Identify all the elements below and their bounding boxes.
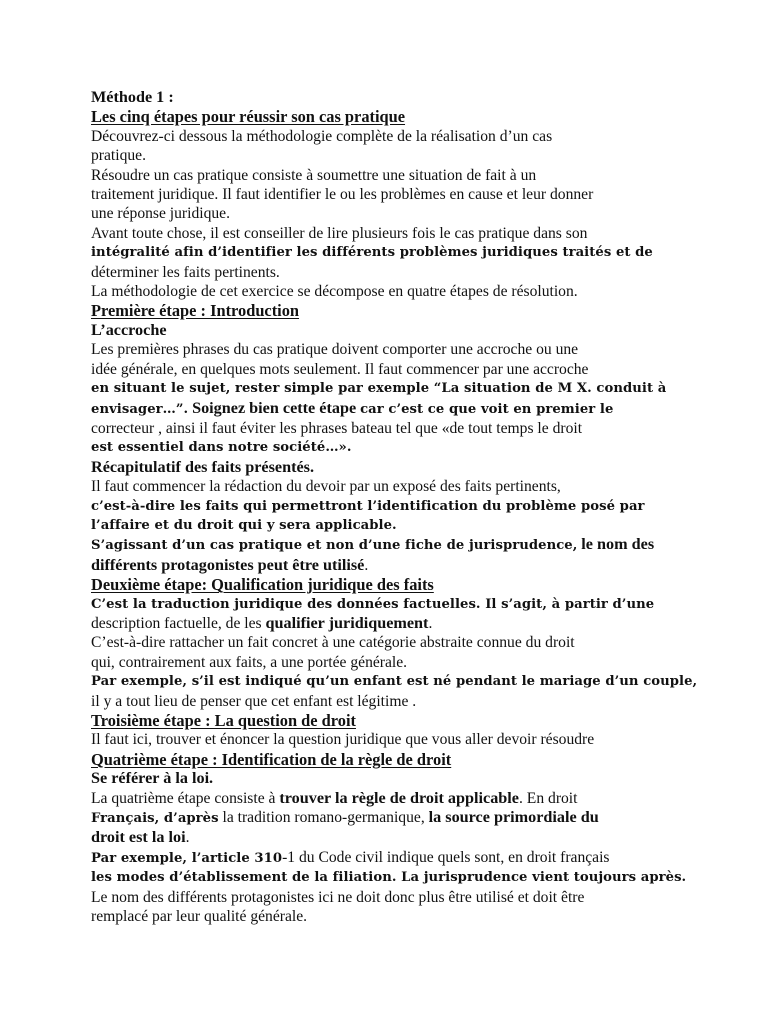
intro-line: Avant toute chose, il est conseiller de lire plusieurs fois le cas pratique dans son: [91, 224, 588, 242]
paragraph-line: l’affaire et du droit qui y sera applicable.: [91, 517, 397, 533]
paragraph-line: Par exemple, s’il est indiqué qu’un enfant est né pendant le mariage d’un couple,: [91, 674, 698, 690]
paragraph-line: [91, 808, 691, 828]
text-run: . En droit: [519, 789, 578, 807]
paragraph-line: est essentiel dans notre société…».: [91, 440, 352, 456]
paragraph-line: [91, 535, 691, 555]
paragraph-line: remplacé par leur qualité générale.: [91, 908, 308, 926]
text-run: .: [364, 556, 369, 574]
text-run: envisager…”.: [91, 401, 189, 417]
paragraph-line: [91, 556, 691, 575]
emphasis-run: qualifier juridiquement: [265, 613, 429, 632]
step1-subheading-recap: Récapitulatif des faits présentés.: [91, 457, 314, 476]
document-subtitle: Les cinq étapes pour réussir son cas pratique: [91, 107, 406, 127]
emphasis-run: droit est la loi: [91, 828, 186, 847]
intro-line: déterminer les faits pertinents.: [91, 263, 280, 281]
step1-heading: Première étape : Introduction: [91, 301, 300, 321]
step2-heading: Deuxième étape: Qualification juridique des faits: [91, 575, 434, 595]
paragraph-line: Le nom des différents protagonistes ici ne doit donc plus être utilisé et doit être: [91, 888, 585, 906]
text-run: la tradition romano-germanique,: [222, 809, 425, 827]
paragraph-line: idée générale, en quelques mots seulement. Il faut commencer par une accroche: [91, 360, 589, 378]
step3-heading: Troisième étape : La question de droit: [91, 711, 356, 730]
paragraph-line: en situant le sujet, rester simple par exemple “La situation de M X. conduit à: [91, 381, 667, 397]
text-run: Français, d’après: [91, 811, 219, 827]
text-run: description factuelle, de les: [91, 614, 262, 632]
paragraph-line: [91, 399, 691, 419]
step4-heading: Quatrième étape : Identification de la règle de droit: [91, 749, 452, 769]
emphasis-run: la source primordiale du: [428, 808, 599, 827]
paragraph-line: [91, 848, 691, 868]
paragraph-line: qui, contrairement aux faits, a une portée générale.: [91, 653, 408, 671]
step1-subheading-accroche: L’accroche: [91, 320, 167, 339]
intro-line: traitement juridique. Il faut identifier le ou les problèmes en cause et leur donner: [91, 186, 594, 204]
text-run: La quatrième étape consiste à: [91, 789, 276, 807]
text-run: Par exemple, l’article 310: [91, 850, 283, 866]
text-run: .: [185, 829, 190, 847]
intro-line: intégralité afin d’identifier les différents problèmes juridiques traités et de: [91, 245, 653, 261]
emphasis-run: différents protagonistes peut être utilisé: [91, 555, 365, 574]
intro-line: pratique.: [91, 147, 146, 165]
paragraph-line: [91, 828, 691, 847]
paragraph-line: correcteur , ainsi il faut éviter les phrases bateau tel que «de tout temps le droit: [91, 419, 583, 437]
emphasis-run: Soignez bien cette étape: [192, 398, 357, 417]
paragraph-line: Les premières phrases du cas pratique doivent comporter une accroche ou une: [91, 341, 579, 359]
paragraph-line: Il faut ici, trouver et énoncer la question juridique que vous aller devoir résoudre: [91, 731, 595, 749]
paragraph-line: [91, 789, 691, 808]
intro-line: une réponse juridique.: [91, 205, 231, 223]
paragraph-line: C’est la traduction juridique des données factuelles. Il s’agit, à partir d’une: [91, 596, 655, 612]
paragraph-line: c’est-à-dire les faits qui permettront l’identification du problème posé par: [91, 498, 645, 514]
text-run: .: [428, 614, 433, 632]
text-run: car c’est ce que voit en premier le: [360, 401, 614, 417]
paragraph-line: les modes d’établissement de la filiation. La jurisprudence vient toujours après.: [91, 870, 687, 886]
intro-line: Découvrez-ci dessous la méthodologie complète de la réalisation d’un cas: [91, 127, 553, 145]
document-page: [91, 88, 698, 926]
emphasis-run: trouver la règle de droit applicable: [279, 788, 519, 807]
intro-line: La méthodologie de cet exercice se décompose en quatre étapes de résolution.: [91, 283, 578, 301]
intro-line: Résoudre un cas pratique consiste à soumettre une situation de fait à un: [91, 166, 537, 184]
step4-subheading-loi: Se référer à la loi.: [91, 769, 214, 788]
paragraph-line: il y a tout lieu de penser que cet enfant est légitime .: [91, 692, 417, 710]
text-run: S’agissant d’un cas pratique et non d’une fiche de jurisprudence,: [91, 538, 578, 554]
paragraph-line: Il faut commencer la rédaction du devoir par un exposé des faits pertinents,: [91, 478, 561, 496]
paragraph-line: [91, 614, 691, 633]
emphasis-run: le nom des: [581, 535, 655, 554]
text-run: -1 du Code civil indique quels sont, en droit français: [282, 848, 610, 866]
paragraph-line: C’est-à-dire rattacher un fait concret à une catégorie abstraite connue du droit: [91, 634, 575, 652]
document-title: Méthode 1 :: [91, 88, 174, 106]
